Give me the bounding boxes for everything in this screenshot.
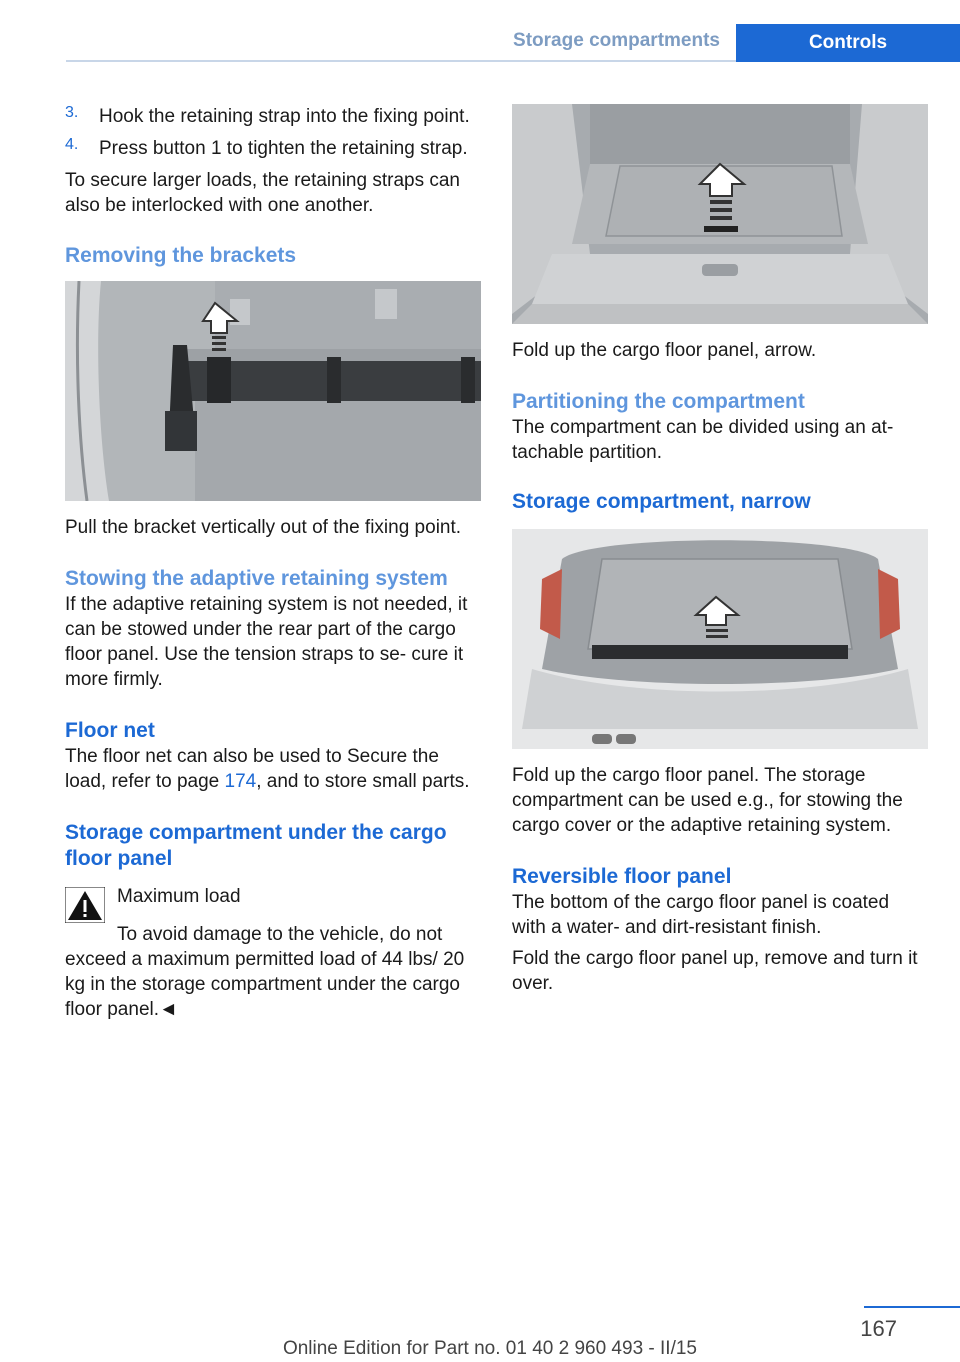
warning-triangle-icon xyxy=(65,884,105,928)
reversible-paragraph-1: The bottom of the cargo floor panel is coated with a water- and dirt-resistant finish. xyxy=(512,892,890,938)
header-chapter-tab[interactable]: Controls xyxy=(736,24,960,62)
storage-narrow-caption: Fold up the cargo floor panel. The storage compartment can be used e.g., for stowing the cargo cover or the adaptive retaining system. xyxy=(512,765,903,836)
interlock-paragraph: To secure larger loads, the retaining straps can also be interlocked with one another. xyxy=(65,170,460,216)
step-number: 3. xyxy=(65,104,79,121)
storage-under-floor-heading: Storage compartment under the cargo floor panel xyxy=(65,821,447,870)
reversible-paragraph-2: Fold the cargo floor panel up, remove and turn it over. xyxy=(512,948,918,994)
warning-text: To avoid damage to the vehicle, do not exceed a maximum permitted load of 44 lbs/ 20 kg in the storage compartment under the cargo floor panel.◄ xyxy=(65,924,465,1020)
stowing-paragraph: If the adaptive retaining system is not needed, it can be stowed under the rear part of the cargo floor panel. Use the tension straps to se‐ cure it more firmly. xyxy=(65,594,468,690)
step-4 xyxy=(65,136,481,161)
figure-storage-narrow xyxy=(512,529,928,749)
partitioning-heading: Partitioning the compartment xyxy=(512,390,805,413)
partitioning-paragraph: The compartment can be divided using an at‐ tachable partition. xyxy=(512,417,894,463)
left-column xyxy=(65,104,481,1022)
header-section-title: Storage compartments xyxy=(513,30,720,51)
edition-label: Online Edition for Part no. 01 40 2 960 493 - II/15 xyxy=(282,1338,697,1359)
reversible-floor-heading: Reversible floor panel xyxy=(512,865,732,888)
storage-narrow-heading: Storage compartment, narrow xyxy=(512,490,811,513)
page-number: 167 xyxy=(860,1316,897,1341)
footer-rule xyxy=(864,1306,960,1308)
warning-title: Maximum load xyxy=(117,886,241,907)
figure-bracket-removal xyxy=(65,281,481,501)
step-text: Hook the retaining strap into the fixing point. xyxy=(99,106,470,127)
floor-net-paragraph xyxy=(65,744,481,794)
floor-net-text-post: , and to store small parts. xyxy=(256,771,470,792)
page-174-link[interactable]: 174 xyxy=(224,771,257,792)
floor-net-heading: Floor net xyxy=(65,719,155,742)
right-column xyxy=(512,104,928,996)
figure-cargo-floor-fold xyxy=(512,104,928,324)
step-3 xyxy=(65,104,481,129)
stowing-heading: Stowing the adaptive retaining system xyxy=(65,567,448,590)
floor-net-text-pre: The floor net can also be used to Secure the load, refer to page xyxy=(65,746,439,792)
step-number: 4. xyxy=(65,136,79,153)
removing-brackets-heading: Removing the brackets xyxy=(65,244,297,267)
removing-brackets-caption: Pull the bracket vertically out of the fixing point. xyxy=(65,517,462,538)
page-header xyxy=(0,0,960,64)
fold-caption: Fold up the cargo floor panel, arrow. xyxy=(512,340,817,361)
step-text: Press button 1 to tighten the retaining strap. xyxy=(99,138,468,159)
